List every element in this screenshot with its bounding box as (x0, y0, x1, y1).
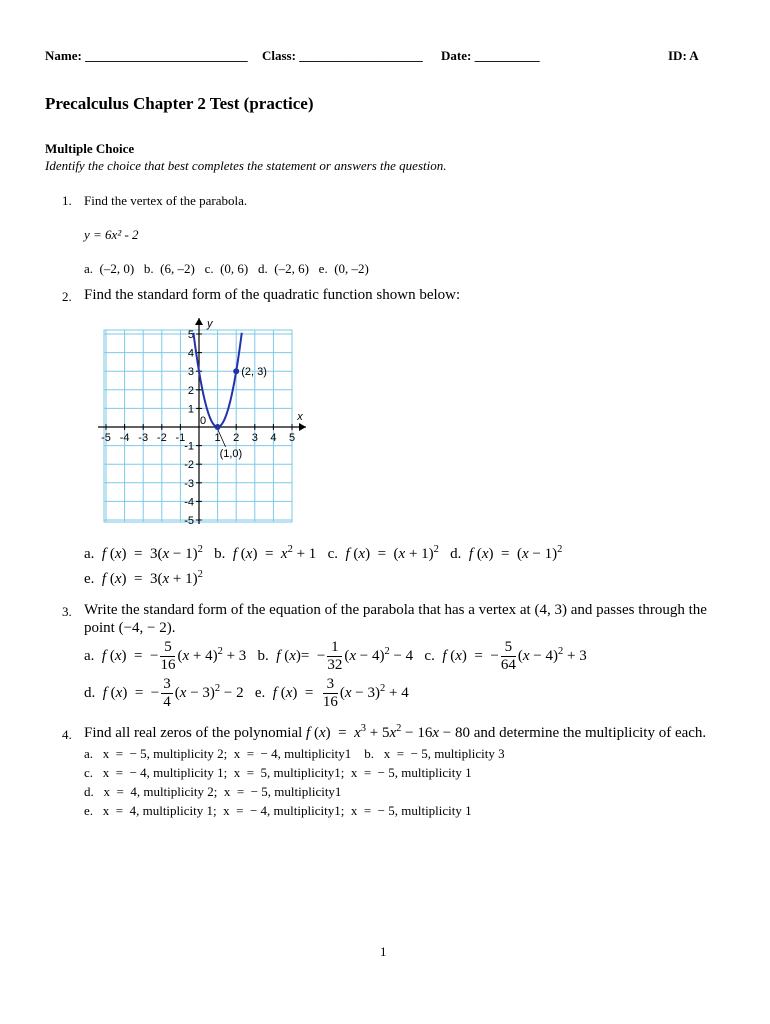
x-tick-label: 1 (214, 432, 221, 444)
q4-choice-e: e. x = 4, multiplicity 1; x = − 4, multiplicity1; x = − 5, multiplicity 1 (84, 803, 472, 818)
q1-equation: y = 6x² - 2 (84, 227, 139, 242)
q2-choices-line1: a. f $(x) = 3(x - 1)^2$ b. f $(x) = x^2 + 1$ c. f $(x) = (x + 1)^2$ d. f $(x) = (x - 1)^2$ (84, 544, 563, 562)
section-heading: Multiple Choice (45, 141, 135, 156)
q3-choices-line2: d. f (x) = − $\frac{3}{4}$ $(x - 3)^2 - 2$ e. f (x) = $\frac{3}{16}$ $(x - 3)^2 + 4$ (84, 676, 409, 710)
y-tick-label: -1 (184, 440, 194, 453)
x-tick-label: 3 (251, 432, 258, 444)
x-tick-label: -1 (175, 432, 186, 444)
y-tick-label: 5 (187, 329, 194, 341)
q4-choice-c: c. x = − 4, multiplicity 1; x = 5, multiplicity1; x = − 5, multiplicity 1 (84, 765, 472, 780)
x-tick-label: 2 (233, 432, 240, 444)
q3-number: 3. (62, 604, 72, 619)
x-tick-label: 0 (199, 415, 207, 427)
q4-number: 4. (62, 727, 72, 742)
date-field-label: Date: __________ (441, 48, 540, 63)
y-tick-label: -2 (184, 459, 194, 472)
q3-text-line1: Write the standard form of the equation of the parabola that has a vertex at (4, 3) and passes through the (84, 602, 707, 618)
q3-text-line2: point (−4, − 2). (84, 620, 176, 636)
y-tick-label: -3 (184, 477, 194, 490)
q2-number: 2. (62, 289, 72, 304)
y-tick-label: 2 (187, 384, 194, 397)
q2-parabola-graph (92, 316, 310, 532)
q2-text: Find the standard form of the quadratic function shown below: (84, 287, 461, 303)
x-axis-label: x (297, 411, 303, 423)
x-tick-label: 4 (270, 432, 277, 444)
x-tick-label: -3 (138, 432, 149, 444)
page-title: Precalculus Chapter 2 Test (practice) (45, 94, 314, 113)
class-field-label: Class: ___________________ (262, 48, 423, 63)
test-id: ID: A (668, 48, 699, 63)
x-tick-label: -2 (156, 432, 167, 444)
section-instructions: Identify the choice that best completes the statement or answers the question. (45, 158, 447, 173)
x-tick-label: -5 (101, 432, 111, 444)
q4-choice-ab: a. x = − 5, multiplicity 2; x = − 4, multiplicity1 b. x = − 5, multiplicity 3 (84, 746, 505, 761)
point-label-1-0: (1,0) (219, 448, 243, 460)
point-vertex (215, 424, 221, 430)
y-tick-label: 4 (187, 347, 194, 360)
q2-choice-e: e. f $(x) = 3(x + 1)^2$ (84, 569, 203, 587)
x-tick-label: -4 (119, 432, 130, 444)
q4-text: Find all real zeros of the polynomial f $(x) = x^3 + 5x^2 - 16x - 80$ and determine the multiplicity of each. (84, 723, 707, 741)
point-2-3 (233, 368, 239, 374)
q1-choices: a. (–2, 0) b. (6, –2) c. (0, 6) d. (–2, 6) e. (0, –2) (84, 261, 369, 276)
y-tick-label: -5 (184, 515, 194, 527)
name-field-label: Name: _________________________ (45, 48, 248, 63)
q4-choice-d: d. x = 4, multiplicity 2; x = − 5, multiplicity1 (84, 784, 342, 799)
page-number: 1 (380, 944, 387, 959)
y-tick-label: -4 (184, 496, 194, 509)
x-tick-label: 5 (288, 432, 296, 444)
q3-choices-line1: a. f (x) = − $\frac{5}{16}$ $(x + 4)^2 + 3$ b. f (x)= − $\frac{1}{32}$ $(x - 4)^2 - 4$ c. f (x) = − $\frac{5}{64}$ $(x - 4)^2 + 3$ (84, 639, 587, 673)
y-tick-label: 3 (187, 366, 194, 379)
point-label-2-3: (2, 3) (241, 366, 267, 379)
q1-text: Find the vertex of the parabola. (84, 193, 248, 208)
y-tick-label: 1 (187, 403, 194, 416)
q1-number: 1. (62, 193, 72, 208)
y-axis-label: y (207, 318, 213, 330)
